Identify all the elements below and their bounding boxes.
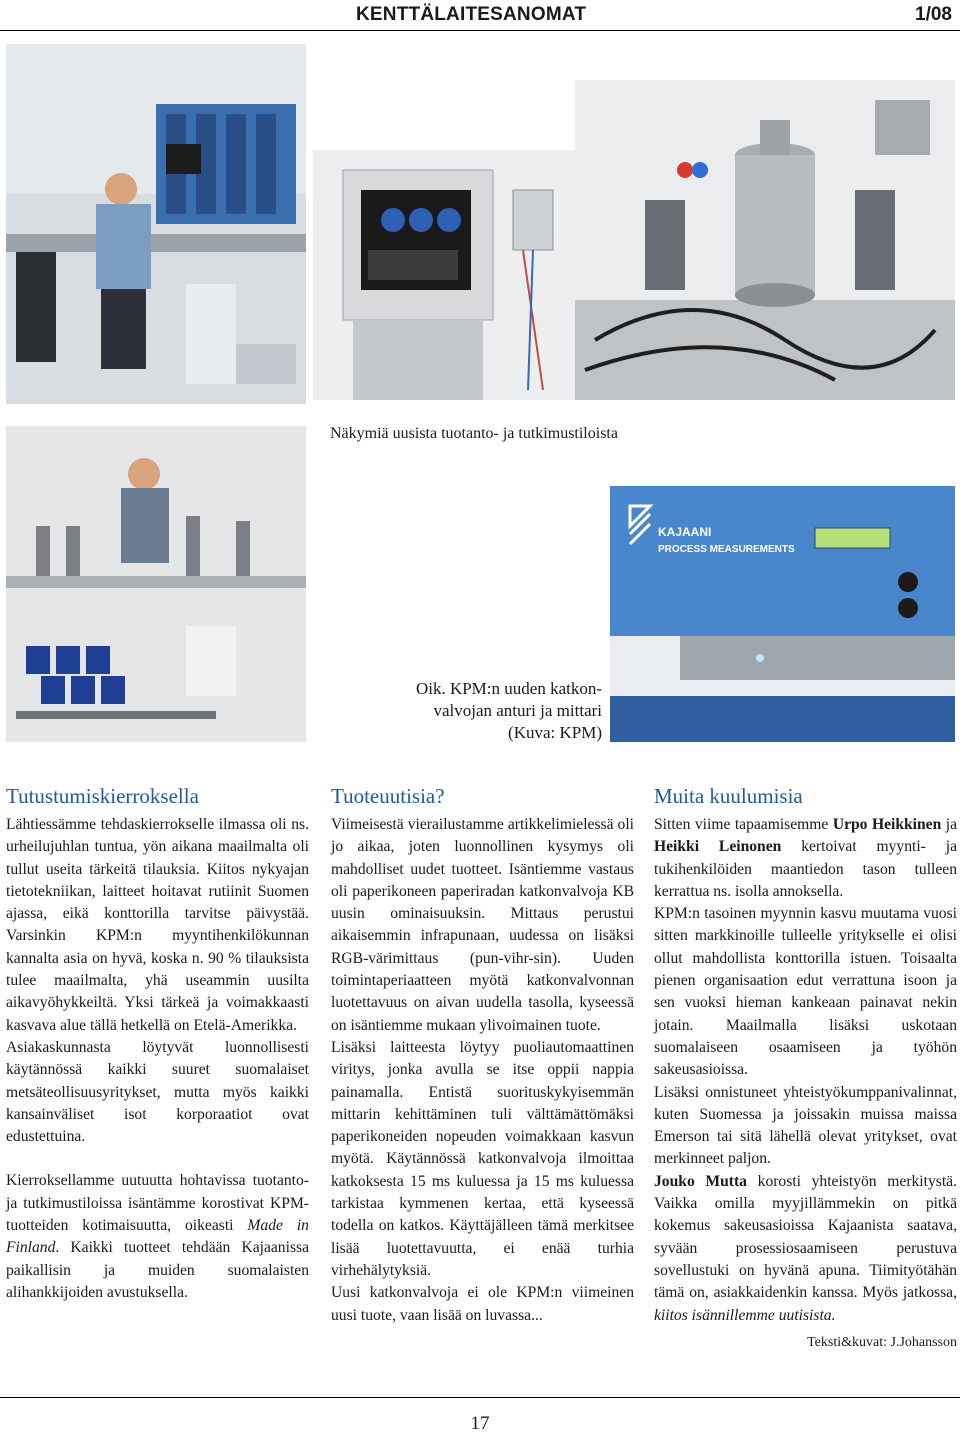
brand-logo-line1: KAJAANI bbox=[658, 525, 712, 539]
photo-pressure-vessel bbox=[575, 80, 955, 400]
col1-paragraph-1: Lähtiessämme tehdaskierrokselle ilmassa oli ns. urheilujuhlan tuntua, yön aikana maailmalta oli tullut useita tärkeitä tilauksia. Kiitos nykyajan tietotekniikan, laitteet hoitavat rutiinit Suomen ajassa, eikä konttorilla tarvitse päivystää. Varsinkin KPM:n myyntihenkilökunnan kannalta asia on hyvä, koska n. 90 % tilauksista tulee maailmalta, yhä useammin uusilta aikavyöhykkeiltä. Yksi tärkeä ja voimakkaasti kasvava alue tällä hetkellä on Etelä-Amerikka. bbox=[6, 816, 309, 1034]
col2-paragraph-3: Uusi katkonvalvoja ei ole KPM:n viimeinen uusi tuote, vaan lisää on luvassa... bbox=[331, 1284, 634, 1324]
col3-paragraph-3: Lisäksi onnistuneet yhteistyökumppanivalinnat, kuten Suomessa ja joissakin muissa maissa Emerson tai sitä lähellä olevat yritykset, ovat merkinneet paljon. bbox=[654, 1083, 957, 1168]
publication-title: KENTTÄLAITESANOMAT bbox=[356, 4, 587, 25]
col3-paragraph-2: KPM:n tasoinen myynnin kasvu muutama vuosi sitten markkinoille tulleelle yritykselle ei olisi ollut mahdollista konttorilla istuen. Toisaalta pienen organisaation edut verrattuna isoon ja sen vuoksi hieman kankeaan painavat nekin jotain. Maailmalla lisäksi uskotaan suomalaiseen osaamiseen ja työhön sakeusasioissa. bbox=[654, 905, 957, 1079]
brand-logo-line2: PROCESS MEASUREMENTS bbox=[658, 544, 795, 555]
col1-paragraph-3: Kierroksellamme uutuutta hohtavissa tuotanto- ja tutkimustiloissa isäntämme korostivat KPM-tuotteiden kotimaisuutta, oikeasti Made in Finland. Kaikki tuotteet tehdään Kajaanissa paikallisin ja muiden suomalaisten alihankkijoiden avustuksella. bbox=[6, 1172, 309, 1301]
issue-number: 1/08 bbox=[915, 4, 952, 25]
caption-new-sensor: Oik. KPM:n uuden katkon- valvojan anturi ja mittari (Kuva: KPM) bbox=[415, 679, 602, 742]
article-column-3 bbox=[654, 784, 957, 1351]
photo-test-chamber bbox=[313, 150, 575, 400]
heading-tuoteuutisia: Tuoteuutisia? bbox=[331, 784, 445, 808]
heading-muita-kuulumisia: Muita kuulumisia bbox=[654, 784, 803, 808]
page-header bbox=[0, 0, 960, 31]
photo-kajaani-meter bbox=[610, 486, 955, 742]
byline: Teksti&kuvat: J.Johansson bbox=[807, 1334, 957, 1350]
heading-tutustumiskierroksella: Tutustumiskierroksella bbox=[6, 784, 199, 808]
col2-paragraph-1: Viimeisestä vierailustamme artikkelimielessä oli jo aikaa, joten luonnollinen kysymys oli mahdolliset uudet tuotteet. Isäntiemme vastaus oli paperikoneen paperiradan katkonvalvoja KB uusin ominaisuuksin. Mittaus perustui aikaisemmin infrapunaan, uudessa on lisäksi RGB-värimittaus (pun-vihr-sin). Uuden toimintaperiaatteen myötä katkonvalvonnan luotettavuus on aivan uudella tasolla, kyseessä on isäntiemme mukaan ylivoimainen tuote. bbox=[331, 816, 634, 1034]
col2-paragraph-2: Lisäksi laitteesta löytyy puoliautomaattinen viritys, jonka avulla se itse oppii nappia painamalla. Entistä suorituskykyisemmän mittarin kehittäminen tuli välttämättömäksi paperikoneiden nopeuden voimakkaan kasvun myötä. Käytännössä katkonvalvoja ilmoittaa katkoksesta 15 ms kuluessa ja 15 ms kuluessa tarkistaa kymmenen kertaa, että kyseessä todella on katkos. Käyttäjälleen tämä merkitsee lisää luotettavuutta, ei enää turhia virhehälytyksiä. bbox=[331, 1038, 634, 1279]
footer-rule bbox=[0, 1397, 960, 1398]
article-column-2 bbox=[331, 784, 634, 1327]
photo-workbench bbox=[6, 44, 306, 404]
col3-paragraph-4: Jouko Mutta korosti yhteistyön merkitystä. Vaikka omilla myyjillämmekin on pitkä kokemus sakeusasioissa Kajaanista saatava, syvään prosessiosaamiseen perustuva sovellustuki on hyvänä apuna. Tiimityötähän tämä on, asiakkaidenkin kanssa. Myös jatkossa, kiitos isännillemme uutisista. bbox=[654, 1172, 957, 1324]
col3-paragraph-1: Sitten viime tapaamisemme Urpo Heikkinen ja Heikki Leinonen kertoivat myynti- ja tukihenkilöiden maantiedon tason tulleen kerrattua ns. isolla annoksella. bbox=[654, 816, 957, 900]
page-number: 17 bbox=[470, 1413, 490, 1434]
col1-paragraph-2: Asiakaskunnasta löytyvät luonnollisesti käytännössä kaikki suuret suomalaiset metsäteollisuusyritykset, mutta myös kaikki kansainväliset isot korporaatiot ovat edustettuina. bbox=[6, 1038, 309, 1146]
photo-sensor-assembly bbox=[6, 426, 306, 742]
article-column-1 bbox=[6, 784, 309, 1304]
caption-facilities: Näkymiä uusista tuotanto- ja tutkimustiloista bbox=[330, 425, 618, 442]
